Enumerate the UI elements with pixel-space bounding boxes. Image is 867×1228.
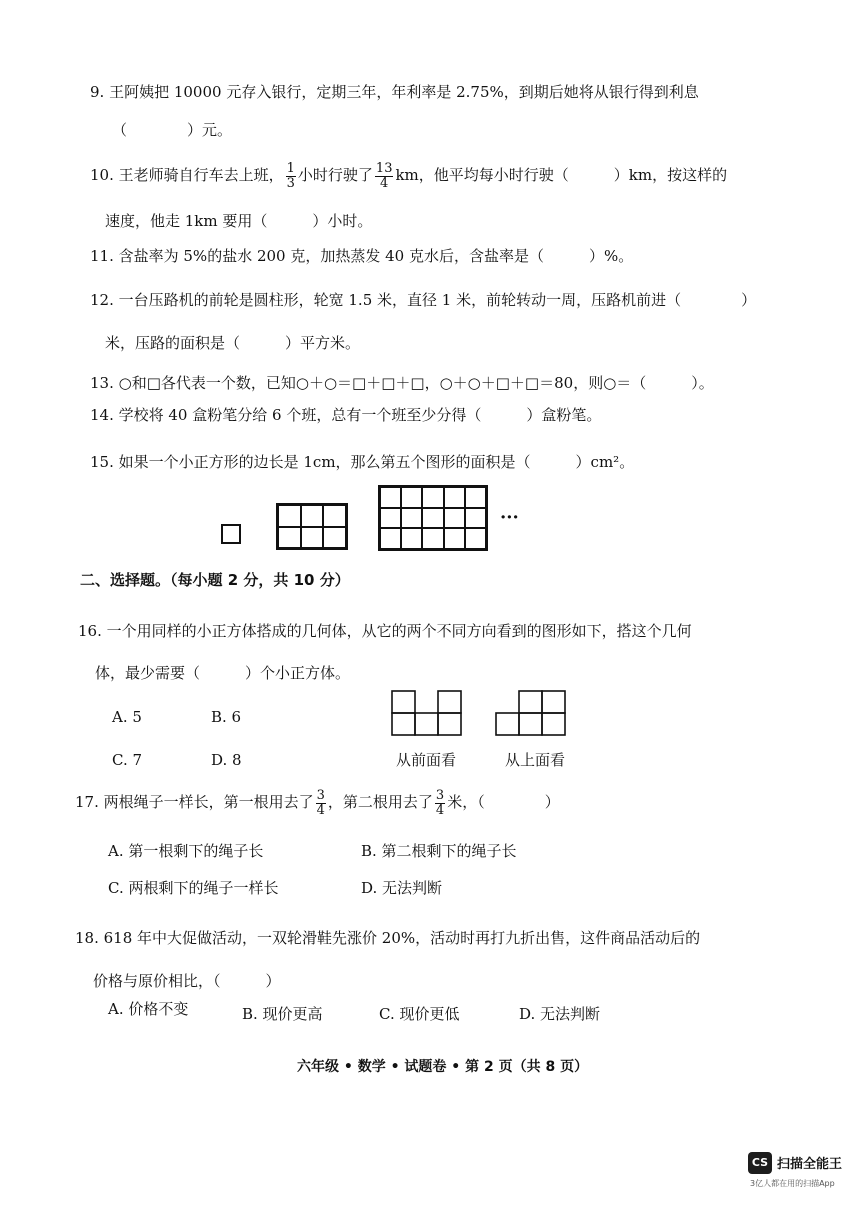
q15-figure-1 bbox=[221, 524, 241, 544]
q17-option-d: D. 无法判断 bbox=[361, 879, 443, 897]
q18-option-d: D. 无法判断 bbox=[519, 1005, 601, 1023]
camscanner-tagline: 3亿人都在用的扫描App bbox=[750, 1179, 835, 1188]
page-footer: 六年级 • 数学 • 试题卷 • 第 2 页（共 8 页） bbox=[297, 1059, 589, 1075]
q15-figure-2 bbox=[276, 503, 348, 550]
q9-line2: （ ）元。 bbox=[112, 121, 233, 139]
q15: 15. 如果一个小正方形的边长是 1cm，那么第五个图形的面积是（ ）cm²。 bbox=[90, 453, 635, 471]
q16-option-d: D. 8 bbox=[211, 751, 242, 769]
q17-fraction-2: $\frac{3}{4}$ bbox=[435, 787, 445, 818]
q16-option-b: B. 6 bbox=[211, 708, 242, 726]
q18-option-b: B. 现价更高 bbox=[242, 1005, 323, 1023]
q16-view-front-label: 从前面看 bbox=[396, 751, 457, 769]
q18-option-c: C. 现价更低 bbox=[379, 1005, 460, 1023]
q18-line2: 价格与原价相比，（ ） bbox=[93, 972, 281, 990]
q10-fraction-2: $\frac{13}{4}$ bbox=[375, 160, 393, 191]
q17-pre: 17. 两根绳子一样长，第一根用去了 bbox=[75, 793, 314, 811]
q18-line1: 18. 618 年中大促做活动，一双轮滑鞋先涨价 20%，活动时再打九折出售，这件商品活动后的 bbox=[75, 929, 701, 947]
q18-option-a: A. 价格不变 bbox=[108, 1000, 189, 1018]
q17-mid: ，第二根用去了 bbox=[327, 793, 433, 811]
q17-option-c: C. 两根剩下的绳子一样长 bbox=[108, 879, 279, 897]
q10-post: km，他平均每小时行驶（ ）km，按这样的 bbox=[395, 166, 728, 184]
q17-option-a: A. 第一根剩下的绳子长 bbox=[108, 842, 264, 860]
camscanner-name: 扫描全能王 bbox=[777, 1157, 843, 1172]
q17-line1 bbox=[75, 786, 560, 818]
q10-line2: 速度，他走 1km 要用（ ）小时。 bbox=[105, 212, 373, 230]
q11: 11. 含盐率为 5%的盐水 200 克，加热蒸发 40 克水后，含盐率是（ ）%。 bbox=[90, 247, 634, 265]
q16-line1: 16. 一个用同样的小正方体搭成的几何体，从它的两个不同方向看到的图形如下，搭这个几何 bbox=[78, 622, 692, 640]
q17-fraction-1: $\frac{3}{4}$ bbox=[316, 787, 325, 818]
q17-post: 米，（ ） bbox=[447, 793, 560, 811]
q16-line2: 体，最少需要（ ）个小正方体。 bbox=[95, 664, 351, 682]
q16-view-top-label: 从上面看 bbox=[505, 751, 566, 769]
section-2-title: 二、选择题。（每小题 2 分，共 10 分） bbox=[80, 571, 350, 589]
q12-line2: 米，压路的面积是（ ）平方米。 bbox=[105, 334, 361, 352]
q16-front-view bbox=[391, 690, 463, 736]
q10-line1 bbox=[90, 160, 727, 191]
q10-mid: 小时行驶了 bbox=[297, 166, 373, 184]
q15-figure-3 bbox=[378, 485, 488, 551]
q14: 14. 学校将 40 盒粉笔分给 6 个班，总有一个班至少分得（ ）盒粉笔。 bbox=[90, 406, 602, 424]
camscanner-logo-icon: CS bbox=[748, 1152, 772, 1174]
q17-option-b: B. 第二根剩下的绳子长 bbox=[361, 842, 517, 860]
q16-option-c: C. 7 bbox=[112, 751, 143, 769]
q12-line1: 12. 一台压路机的前轮是圆柱形，轮宽 1.5 米，直径 1 米，前轮转动一周，压路机前进（ ） bbox=[90, 291, 757, 309]
q15-ellipsis: ··· bbox=[500, 507, 519, 528]
q9-line1: 9. 王阿姨把 10000 元存入银行，定期三年，年利率是 2.75%，到期后她将从银行得到利息 bbox=[90, 83, 699, 101]
q10-fraction-1: $\frac{1}{3}$ bbox=[286, 160, 295, 191]
q16-option-a: A. 5 bbox=[112, 708, 142, 726]
q10-pre: 10. 王老师骑自行车去上班， bbox=[90, 166, 284, 184]
q16-top-view bbox=[495, 690, 567, 736]
q13: 13. ○和□各代表一个数，已知○＋○＝□＋□＋□，○＋○＋□＋□＝80，则○＝（ ）。 bbox=[90, 374, 714, 392]
